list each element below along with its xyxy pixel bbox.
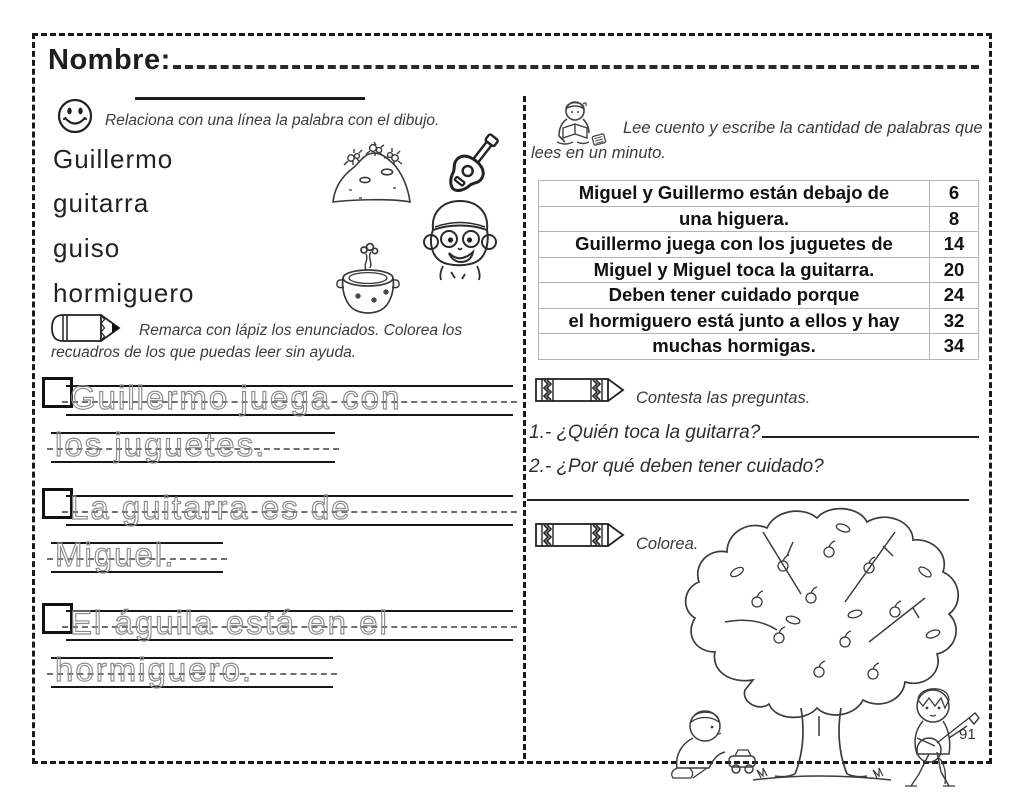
anthill-picture[interactable] (329, 142, 415, 206)
trace-instruction: Remarca con lápiz los enunciados. Colorea los recuadros de los que puedas leer sin ayuda. (51, 322, 463, 362)
page-number: 91 (959, 726, 976, 743)
story-row: muchas hormigas. 34 (539, 334, 979, 360)
boy-picture[interactable] (421, 196, 499, 284)
header-rule (135, 97, 365, 100)
story-row: el hormiguero está junto a ellos y hay 32 (539, 308, 979, 334)
trace-line-1a[interactable]: Guillermo juega con (66, 385, 513, 416)
worksheet-page (32, 33, 992, 764)
trace-line-1b[interactable]: los juguetes. (51, 432, 335, 463)
name-entry-line[interactable] (173, 65, 979, 69)
question-1: 1.- ¿Quién toca la guitarra? (529, 418, 981, 444)
story-row: Miguel y Miguel toca la guitarra. 20 (539, 257, 979, 283)
story-row: Miguel y Guillermo están debajo de 6 (539, 181, 979, 207)
match-word-guitarra[interactable]: guitarra (53, 188, 150, 218)
reading-instruction: Lee cuento y escribe la cantidad de palabras que lees en un minuto. (531, 119, 983, 162)
match-word-hormiguero[interactable]: hormiguero (53, 278, 195, 308)
trace-line-3b[interactable]: hormiguero. (51, 657, 333, 688)
story-row: Guillermo juega con los juguetes de 14 (539, 232, 979, 258)
question-2-answer-line[interactable] (527, 499, 969, 501)
trace-line-2b[interactable]: Miguel. (51, 542, 223, 573)
question-1-blank[interactable] (762, 418, 979, 438)
trace-line-3a[interactable]: El águila está en el (66, 610, 513, 641)
smiley-face-icon (55, 96, 95, 136)
coloring-picture-tree-and-boys[interactable] (633, 502, 1003, 794)
name-label: Nombre: (48, 44, 171, 76)
crayon-icon (533, 518, 629, 552)
match-instruction: Relaciona con una línea la palabra con el dibujo. (105, 112, 440, 129)
story-table (538, 180, 979, 360)
crayon-icon (533, 374, 629, 406)
story-row: una higuera. 8 (539, 206, 979, 232)
match-word-guillermo[interactable]: Guillermo (53, 144, 174, 174)
questions-instruction: Contesta las preguntas. (636, 389, 811, 407)
story-row: Deben tener cuidado porque 24 (539, 283, 979, 309)
stew-pot-picture[interactable] (333, 240, 403, 316)
match-word-guiso[interactable]: guiso (53, 233, 121, 263)
question-2: 2.- ¿Por qué deben tener cuidado? (529, 456, 824, 477)
trace-line-2a[interactable]: La guitarra es de (66, 495, 513, 526)
guitar-picture[interactable] (431, 128, 515, 202)
column-divider (523, 96, 526, 759)
color-instruction: Colorea. (636, 535, 699, 553)
